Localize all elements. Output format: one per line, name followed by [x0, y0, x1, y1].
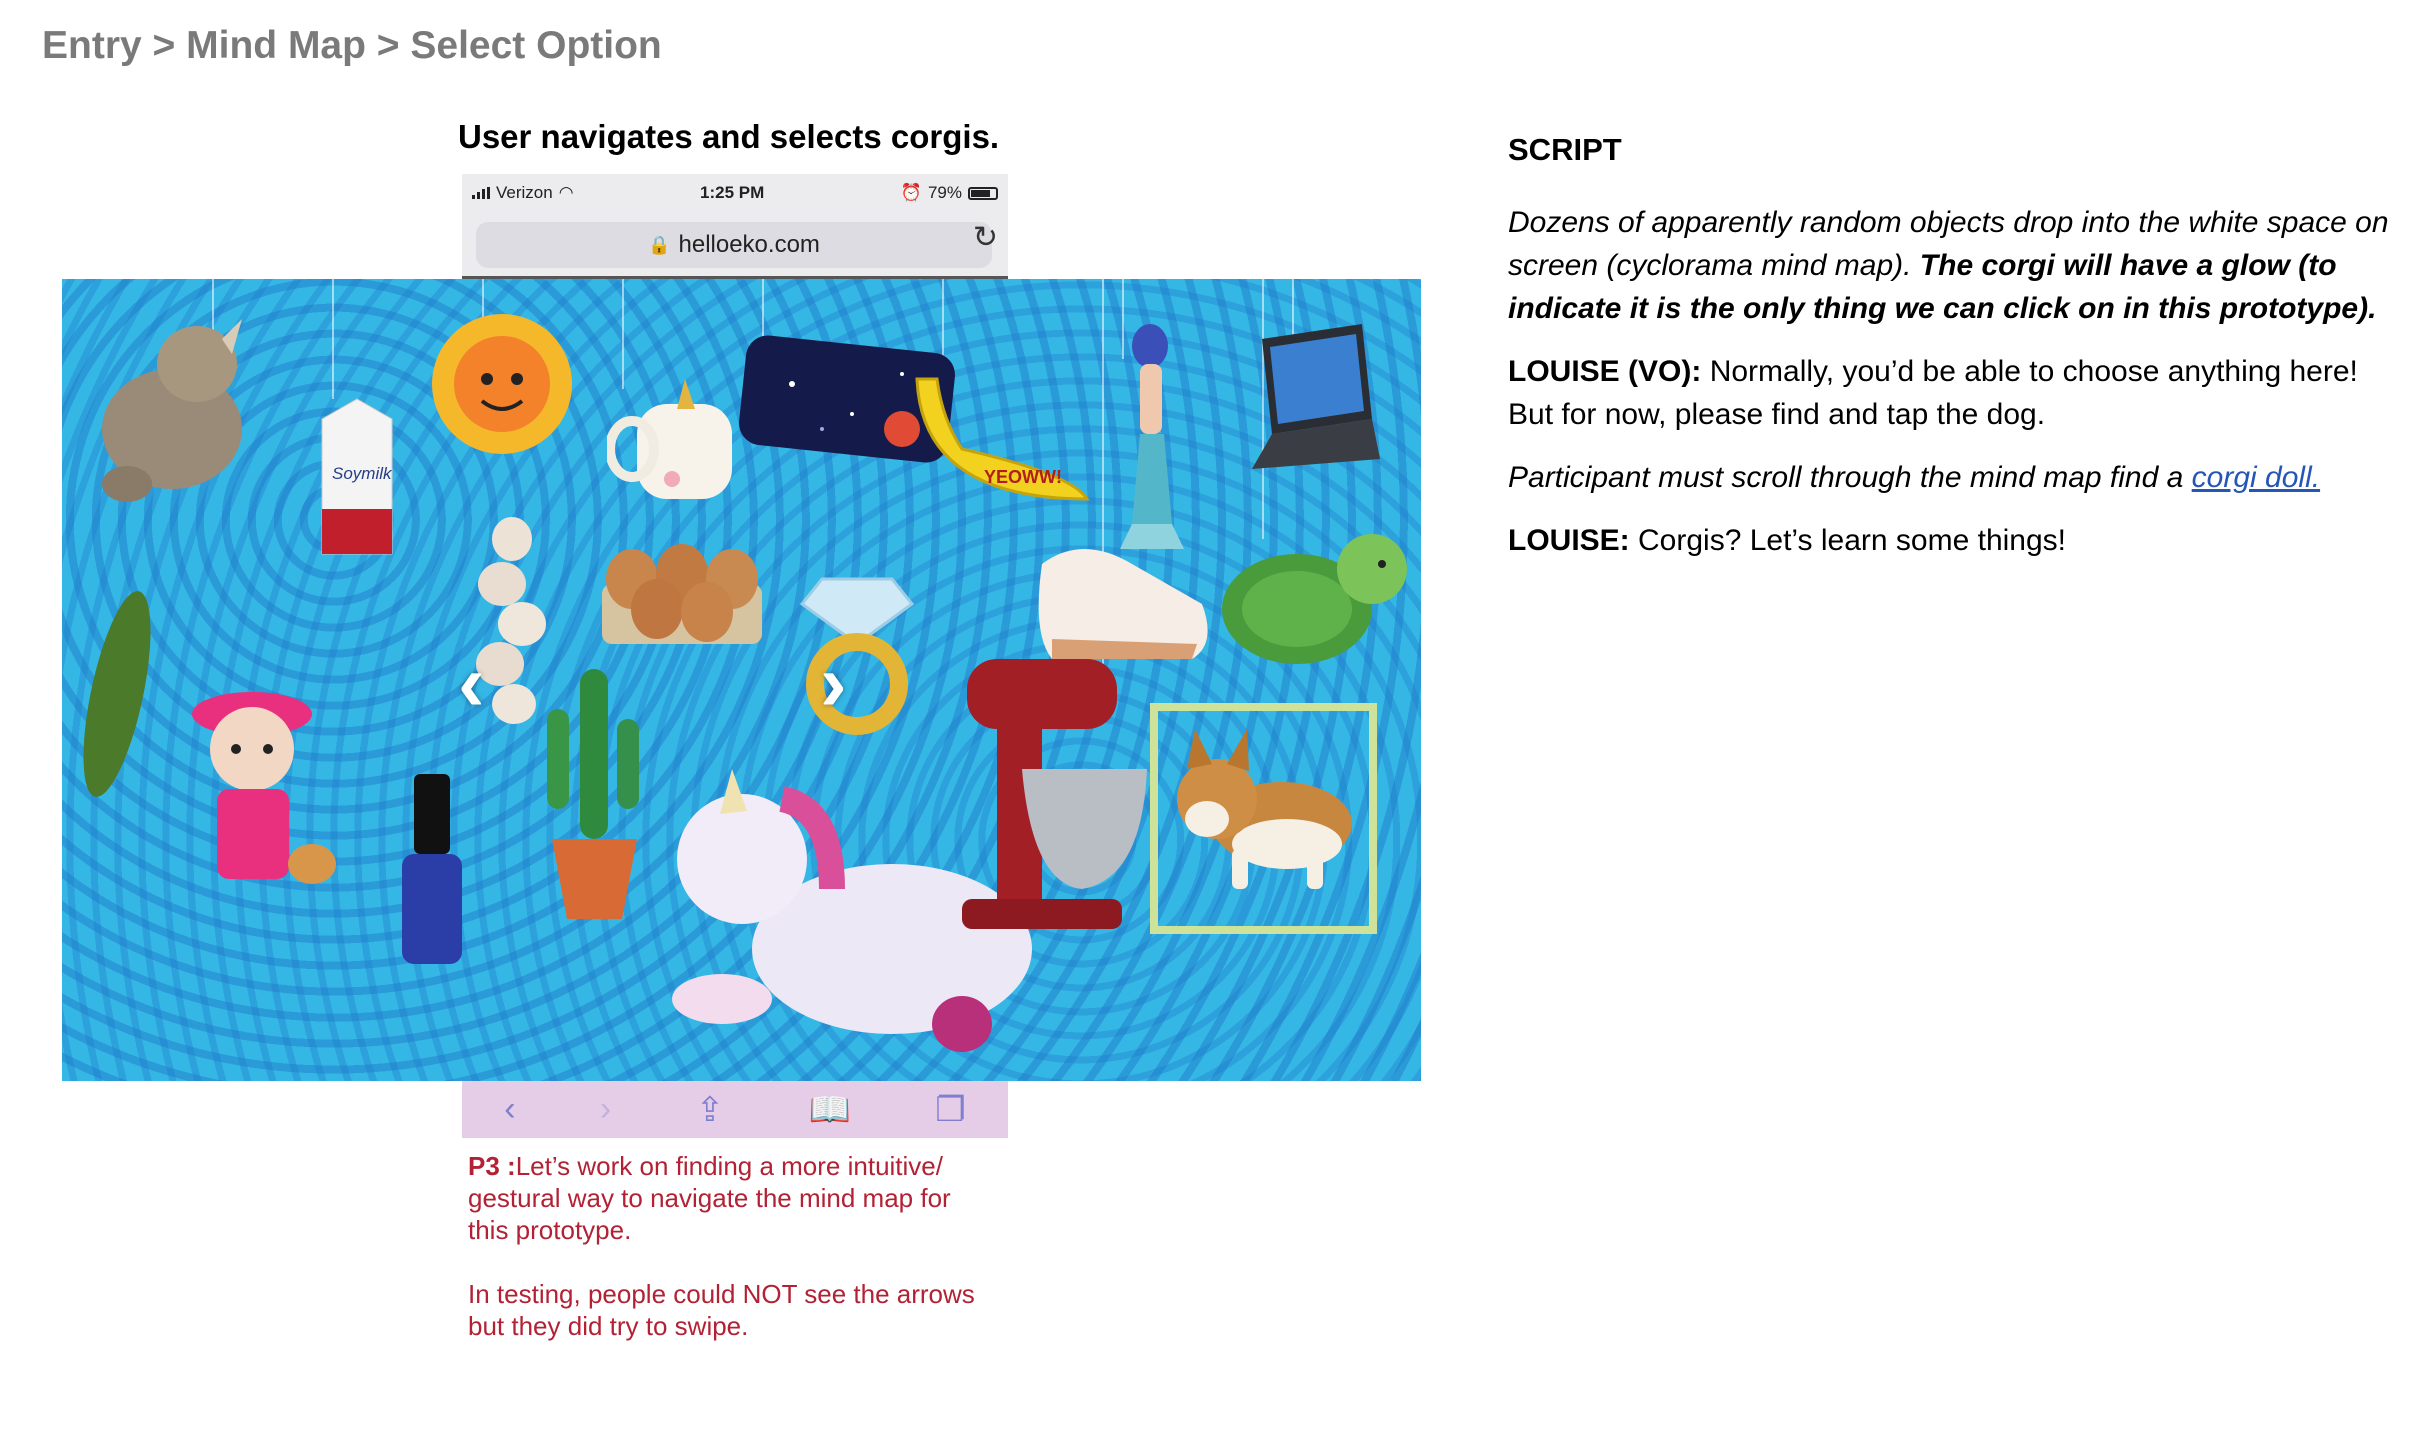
bookmarks-icon[interactable]: 📖 [808, 1090, 851, 1129]
louise-text: Corgis? Let’s learn some things! [1638, 524, 2067, 557]
tabs-icon[interactable]: ❐ [935, 1090, 966, 1129]
status-time: 1:25 PM [700, 183, 765, 202]
mind-map-canvas[interactable] [62, 279, 1421, 1081]
battery-percent: 79% [927, 183, 962, 202]
testing-note: In testing, people could NOT see the arrows but they did try to swipe. [468, 1279, 975, 1341]
signal-icon [472, 187, 490, 199]
breadcrumb: Entry > Mind Map > Select Option [42, 24, 662, 67]
louise-vo-label: LOUISE (VO): [1508, 355, 1702, 388]
back-icon[interactable]: ‹ [504, 1090, 516, 1128]
share-icon[interactable]: ⇪ [695, 1090, 725, 1129]
cactus-plant [522, 649, 662, 929]
browser-toolbar [462, 1081, 1008, 1138]
battery-icon [968, 187, 998, 200]
mermaid-doll [1112, 324, 1192, 554]
forward-icon[interactable]: › [599, 1090, 612, 1128]
lock-icon: 🔒 [648, 234, 671, 255]
page-caption: User navigates and selects corgis. [458, 118, 1000, 155]
louise-vo-line [1508, 350, 2408, 436]
feedback-note [468, 1150, 998, 1374]
laptop [1232, 319, 1382, 479]
corgi-doll-link[interactable]: corgi doll. [2191, 461, 2321, 494]
soymilk-carton [302, 394, 412, 564]
nail-polish [392, 769, 472, 969]
battery-status [901, 183, 998, 203]
left-arrow-icon[interactable]: ‹ [458, 638, 485, 727]
p3-text: Let’s work on finding a more intuitive/ gestural way to navigate the mind map for this prototype. [468, 1151, 951, 1245]
alarm-icon: ⏰ [900, 183, 922, 202]
corgi-glow-highlight[interactable] [1150, 703, 1377, 934]
right-arrow-icon[interactable]: › [820, 638, 847, 727]
script-heading: SCRIPT [1508, 132, 1622, 167]
banana-toy [902, 359, 1102, 519]
url-text: helloeko.com [678, 231, 820, 258]
queen-figurine [172, 669, 342, 899]
turtle-pillow [1212, 514, 1412, 674]
unicorn-mug [607, 379, 752, 504]
sun-plush [417, 309, 587, 459]
diamond-ring-balloon [782, 549, 932, 739]
url-field[interactable] [476, 222, 992, 268]
reload-icon[interactable]: ↻ [972, 221, 998, 254]
phone-status-bar [462, 174, 1008, 214]
louise-label: LOUISE: [1508, 524, 1630, 557]
louise-line [1508, 519, 2408, 562]
banana-label: YEOWW! [984, 467, 1062, 487]
script-panel [1508, 128, 2408, 582]
participant-text: Participant must scroll through the mind map find a [1508, 461, 2184, 494]
intro-bold: The corgi will have a glow (to indicate it is the only thing we can click on in this prototype). [1508, 249, 2377, 325]
zucchini [72, 579, 162, 809]
participant-line [1508, 456, 2408, 499]
wifi-icon: ◠ [558, 183, 574, 202]
rhino-plush [82, 309, 252, 509]
browser-address-bar [462, 214, 1008, 279]
intro-italic: Dozens of apparently random objects drop into the white space on screen (cyclorama mind map). [1508, 206, 2389, 282]
stand-mixer [942, 639, 1162, 939]
carton-label: Soymilk [332, 464, 392, 483]
p3-label: P3 : [468, 1151, 516, 1181]
carrier [472, 183, 574, 203]
egg-carton [592, 524, 772, 654]
script-intro [1508, 201, 2408, 330]
louise-vo-text: Normally, you’d be able to choose anything here! But for now, please find and tap the dog. [1508, 355, 2358, 431]
carrier-name: Verizon [496, 183, 553, 202]
